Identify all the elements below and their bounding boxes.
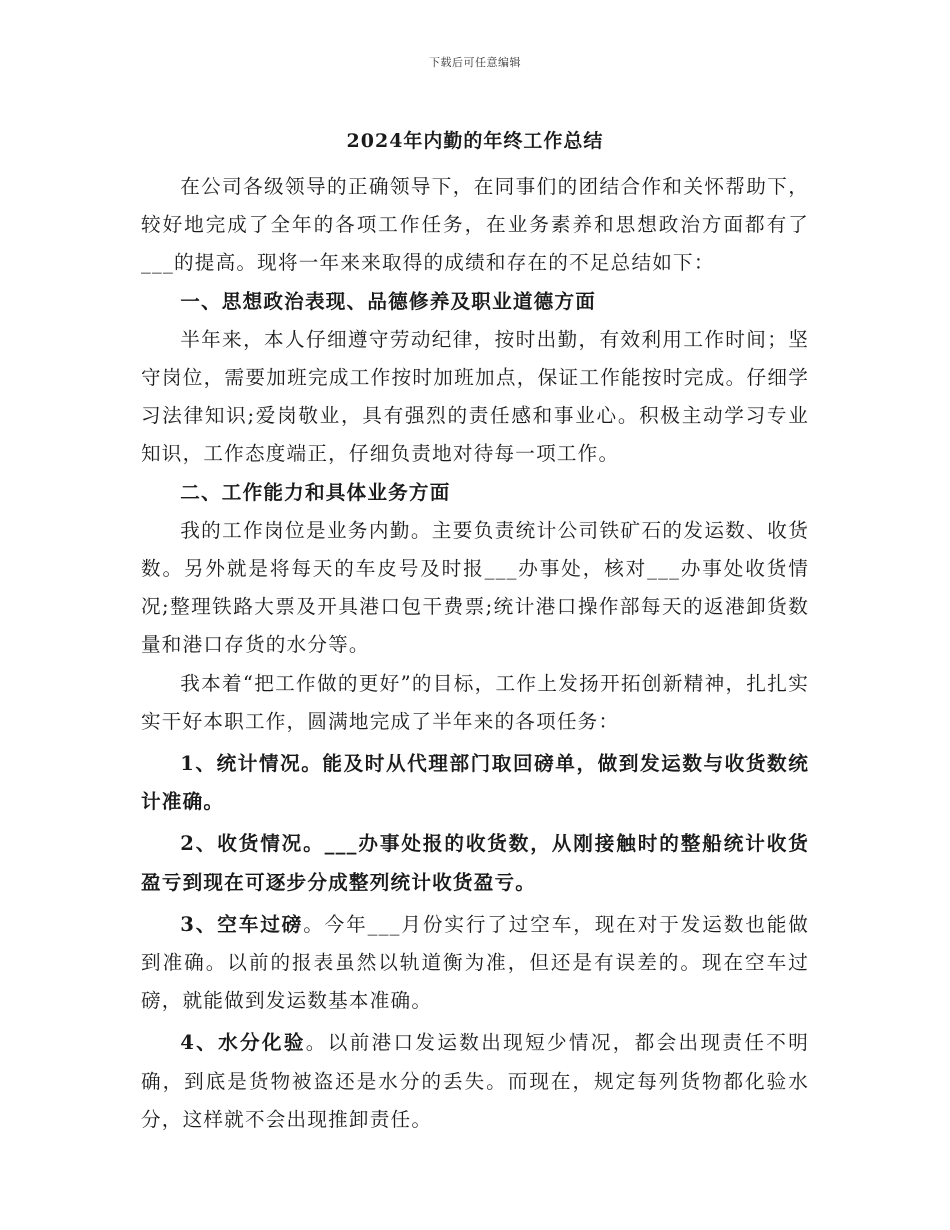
section-2-paragraph-1: 我的工作岗位是业务内勤。主要负责统计公司铁矿石的发运数、收货数。另外就是将每天的车皮号及时报___办事处，核对___办事处收货情况;整理铁路大票及开具港口包干费票;统计港口操作部每天的返港卸货数量和港口存货的水分等。 [141, 518, 809, 657]
item-4-lead: 4、水分化验 [180, 1031, 306, 1055]
intro-paragraph: 在公司各级领导的正确领导下，在同事们的团结合作和关怀帮助下，较好地完成了全年的各项工作任务，在业务素养和思想政治方面都有了___的提高。现将一年来来取得的成绩和存在的不足总结如下： [141, 175, 809, 275]
page-header-note: 下载后可任意编辑 [429, 56, 521, 69]
section-1-heading: 一、思想政治表现、品德修养及职业道德方面 [180, 289, 597, 313]
section-2-heading: 二、工作能力和具体业务方面 [180, 480, 451, 504]
item-3-text: 。今年___月份实行了过空车，现在对于发运数也能做到准确。以前的报表虽然以轨道衡为准，但还是有误差的。现在空车过磅，就能做到发运数基本准确。 [141, 912, 809, 1013]
item-4-paragraph [141, 1024, 809, 1139]
item-4-text: 。以前港口发运数出现短少情况，都会出现责任不明确，到底是货物被盗还是水分的丢失。而现在，规定每列货物都化验水分，这样就不会出现推卸责任。 [141, 1031, 809, 1131]
document-body [141, 168, 809, 1139]
item-1-paragraph: 1、统计情况。能及时从代理部门取回磅单，做到发运数与收货数统计准确。 [141, 752, 809, 814]
item-2-paragraph: 2、收货情况。___办事处报的收货数，从刚接触时的整船统计收货盈亏到现在可逐步分成整列统计收货盈亏。 [141, 832, 809, 894]
section-1-paragraph: 半年来，本人仔细遵守劳动纪律，按时出勤，有效利用工作时间；坚守岗位，需要加班完成工作按时加班加点，保证工作能按时完成。仔细学习法律知识;爱岗敬业，具有强烈的责任感和事业心。积极主动学习专业知识，工作态度端正，仔细负责地对待每一项工作。 [141, 327, 809, 466]
item-3-paragraph [141, 906, 809, 1021]
item-3-lead: 3、空车过磅 [180, 912, 304, 936]
section-2-paragraph-2: 我本着“把工作做的更好”的目标，工作上发扬开拓创新精神，扎扎实实干好本职工作，圆满地完成了半年来的各项任务： [141, 671, 809, 733]
document-title: 2024年内勤的年终工作总结 [346, 130, 604, 152]
